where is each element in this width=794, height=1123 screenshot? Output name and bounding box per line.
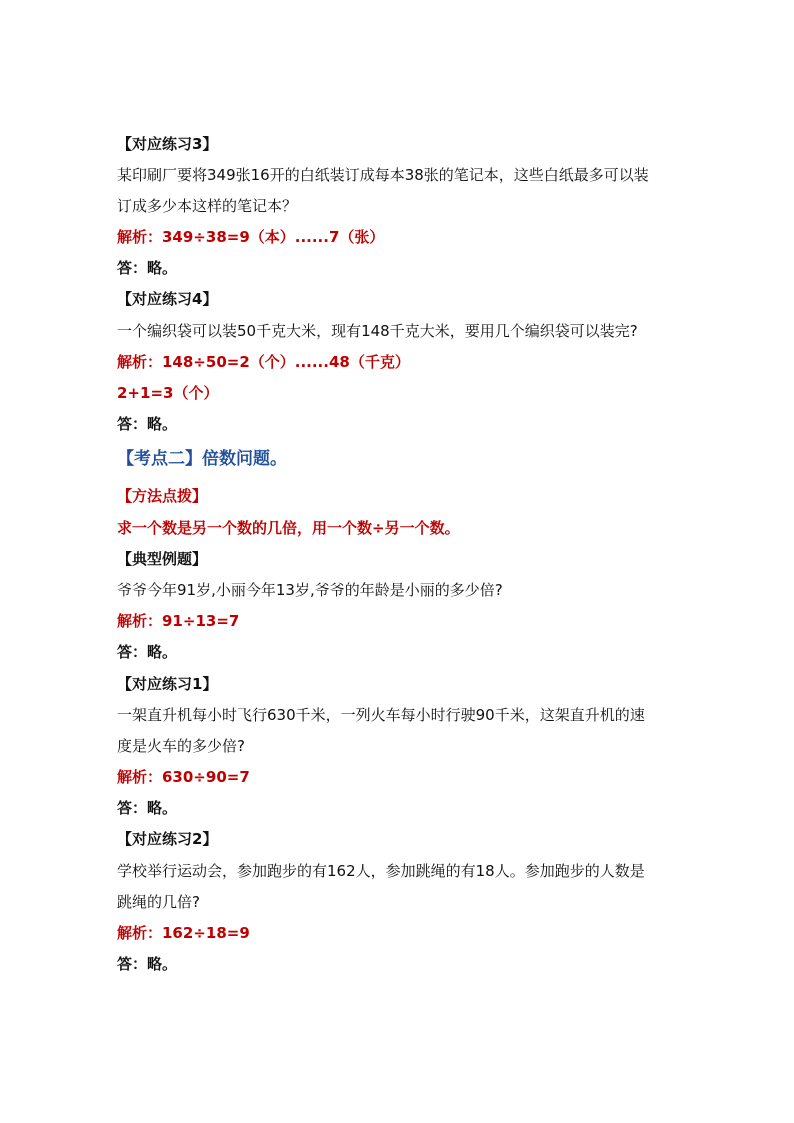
exercise-3-question-line-1: 某印刷厂要将349张16开的白纸装订成每本38张的笔记本，这些白纸最多可以装 [117, 166, 649, 184]
practice-1-question-line-2: 度是火车的多少倍? [117, 737, 245, 755]
practice-2-answer: 答：略。 [117, 955, 178, 973]
exercise-4-step: 2+1=3（个） [117, 384, 219, 402]
practice-2-question-line-2: 跳绳的几倍? [117, 893, 200, 911]
example-answer: 答：略。 [117, 643, 178, 661]
example-question: 爷爷今年91岁,小丽今年13岁,爷爷的年龄是小丽的多少倍? [117, 581, 503, 599]
exercise-4-question: 一个编织袋可以装50千克大米，现有148千克大米，要用几个编织袋可以装完? [117, 322, 638, 340]
example-analysis: 解析：91÷13=7 [117, 612, 240, 630]
exercise-4-title: 【对应练习4】 [117, 290, 218, 308]
practice-1-question-line-1: 一架直升机每小时飞行630千米，一列火车每小时行驶90千米，这架直升机的速 [117, 706, 645, 724]
practice-1-title: 【对应练习1】 [117, 675, 218, 693]
method-text: 求一个数是另一个数的几倍，用一个数÷另一个数。 [117, 519, 460, 537]
exercise-4-analysis: 解析：148÷50=2（个）......48（千克） [117, 353, 410, 371]
practice-2-question-line-1: 学校举行运动会，参加跑步的有162人，参加跳绳的有18人。参加跑步的人数是 [117, 862, 645, 880]
exercise-3-title: 【对应练习3】 [117, 135, 218, 153]
practice-1-answer: 答：略。 [117, 799, 178, 817]
method-title: 【方法点拨】 [117, 487, 208, 505]
exercise-3-answer: 答：略。 [117, 259, 178, 277]
section-heading-kaodian-2: 【考点二】倍数问题。 [117, 449, 287, 469]
practice-2-analysis: 解析：162÷18=9 [117, 924, 250, 942]
exercise-3-analysis: 解析：349÷38=9（本）......7（张） [117, 228, 385, 246]
practice-1-analysis: 解析：630÷90=7 [117, 768, 250, 786]
example-title: 【典型例题】 [117, 550, 208, 568]
exercise-4-answer: 答：略。 [117, 415, 178, 433]
exercise-3-question-line-2: 订成多少本这样的笔记本？ [117, 197, 298, 215]
practice-2-title: 【对应练习2】 [117, 830, 218, 848]
